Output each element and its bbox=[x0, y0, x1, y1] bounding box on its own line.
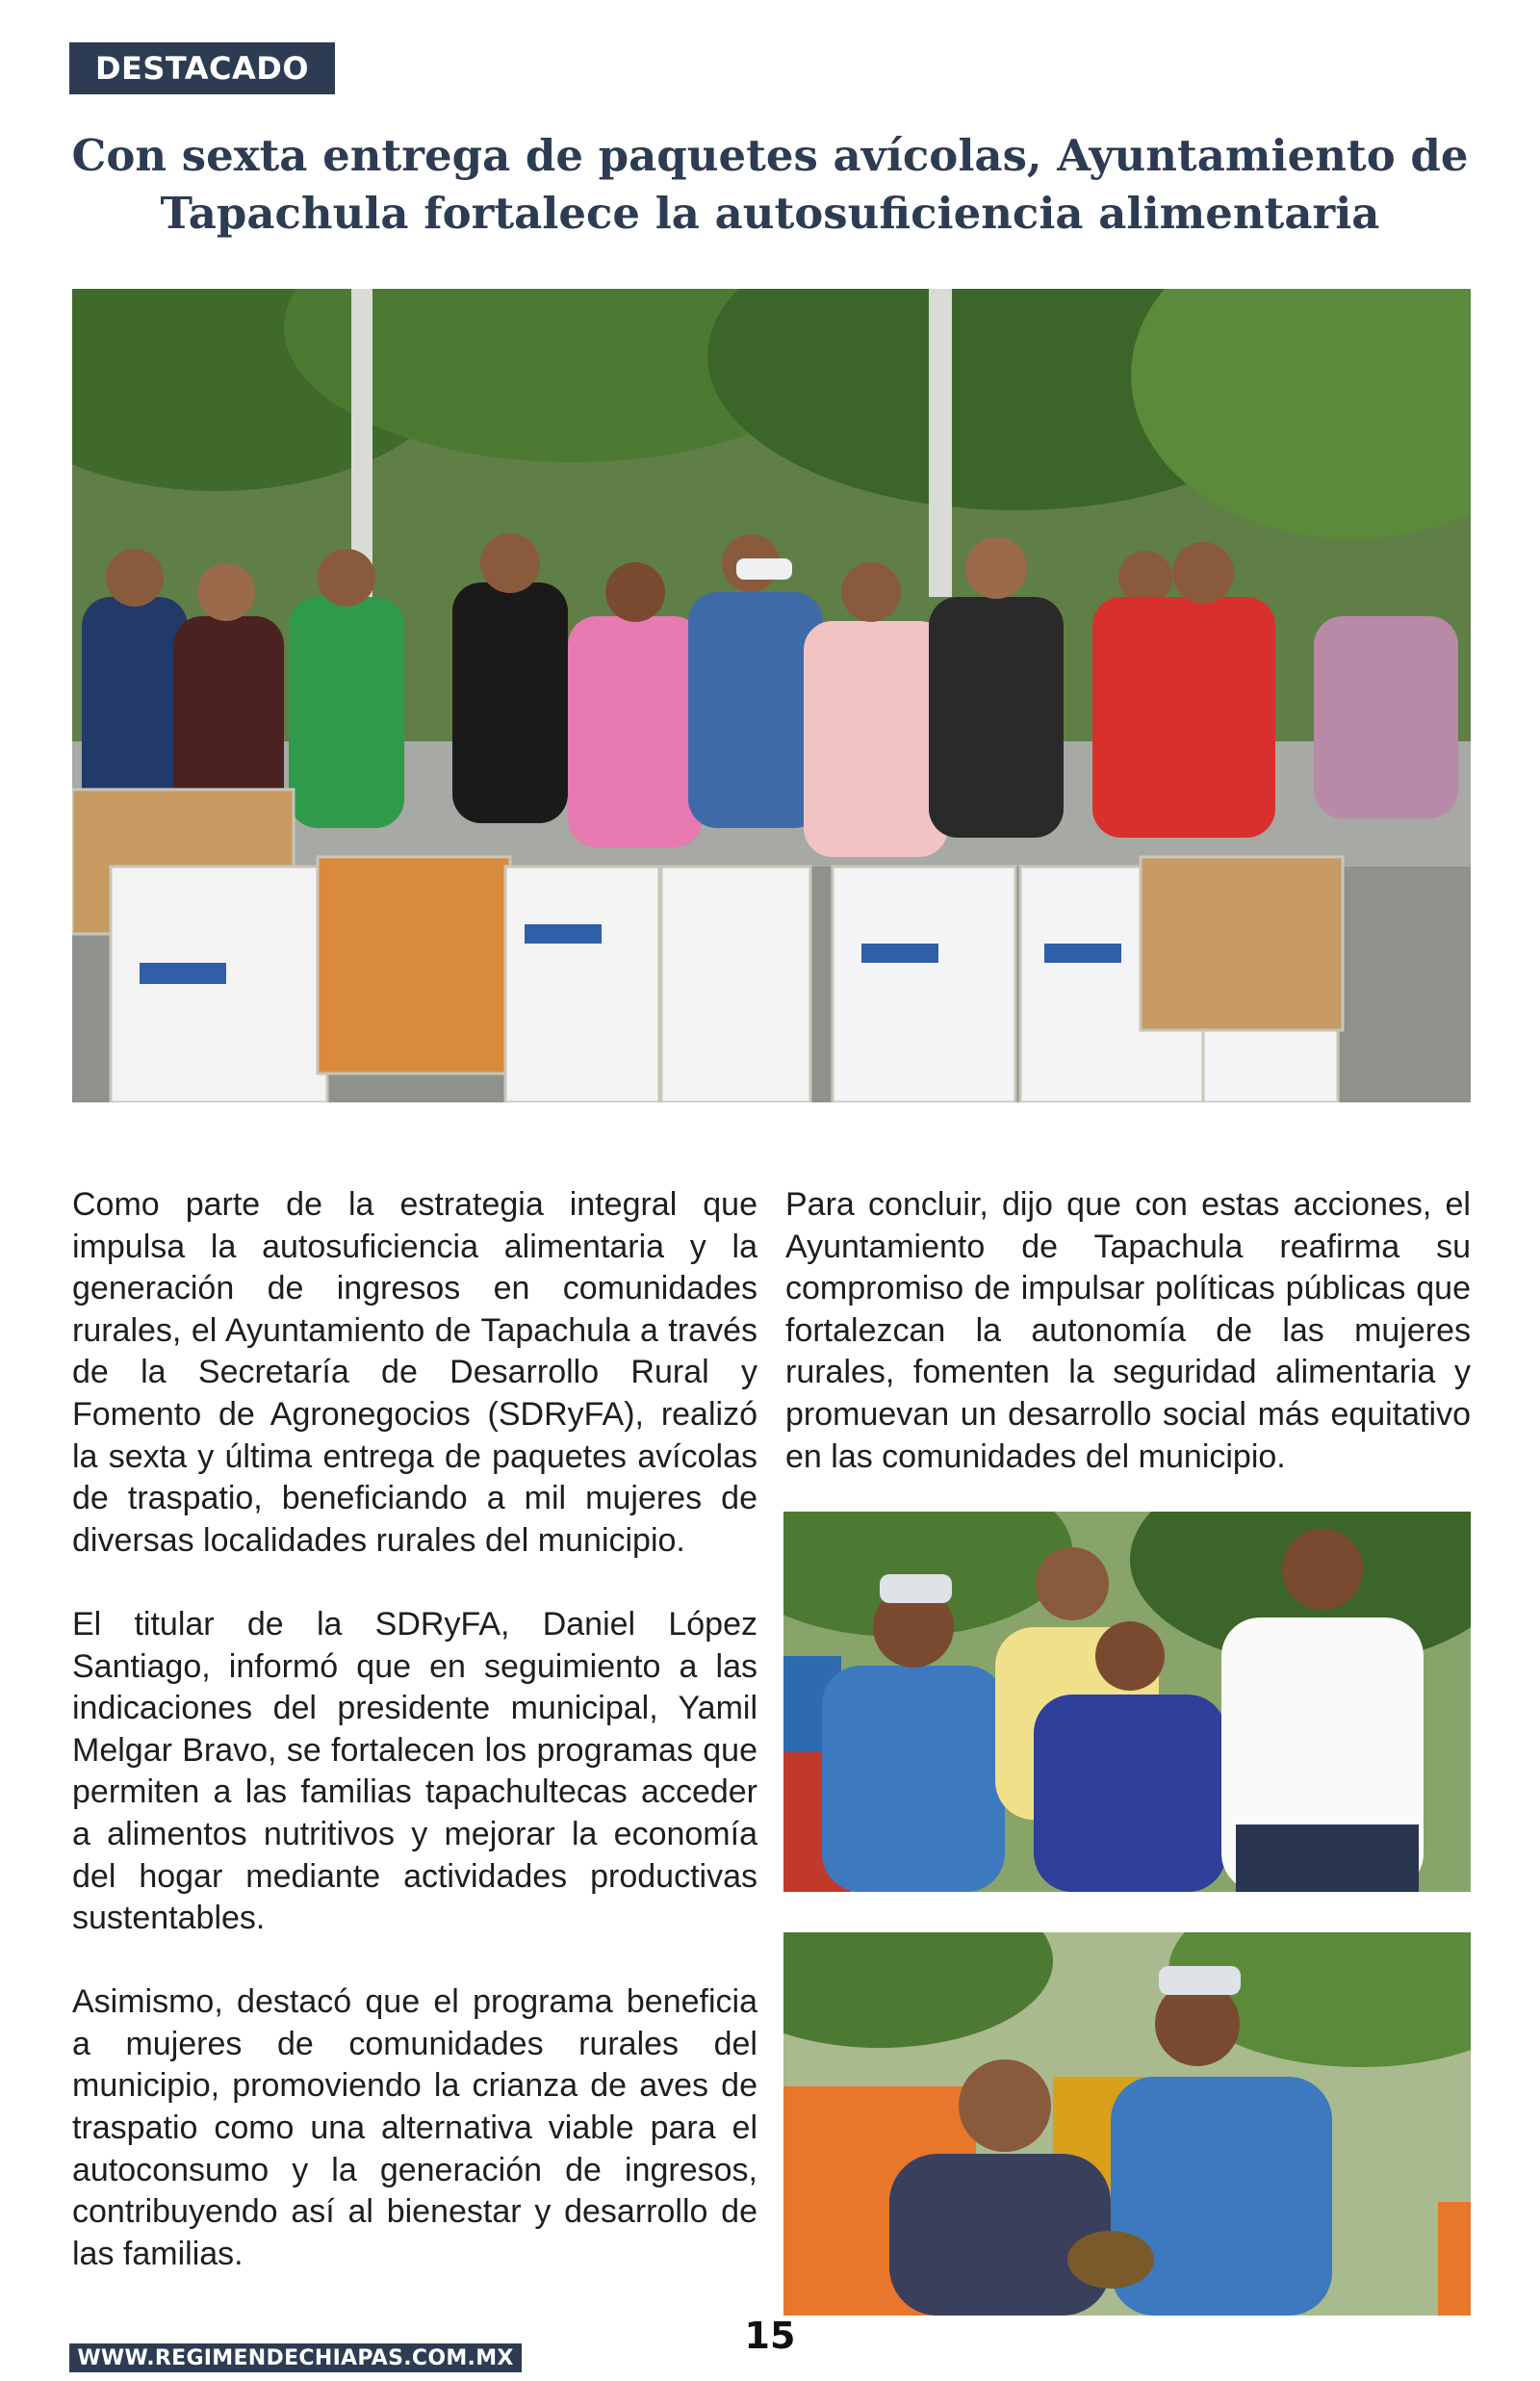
body-paragraph: Para concluir, dijo que con estas acciones, el Ayuntamiento de Tapachula reafirma su compromiso de impulsar políticas públicas que fortalezcan la autonomía de las mujeres rurales, fomenten la seguridad alimentaria y promuevan un desarrollo social más equitativo en las comunidades del municipio. bbox=[785, 1186, 1471, 1475]
officials-photo bbox=[783, 1512, 1471, 1892]
main-photo bbox=[72, 289, 1471, 1102]
section-badge: DESTACADO bbox=[69, 42, 335, 94]
beneficiary-photo bbox=[783, 1932, 1471, 2316]
body-paragraph: El titular de la SDRyFA, Daniel López Santiago, informó que en seguimiento a las indicaciones del presidente municipal, Yamil Melgar Bravo, se fortalecen los programas que permiten a las familias tapachultecas acceder a alimentos nutritivos y mejorar la economía del hogar mediante actividades productivas sustentables. bbox=[72, 1605, 757, 1937]
body-paragraph: Como parte de la estrategia integral que impulsa la autosuficiencia alimentaria y la generación de ingresos en comunidades rurales, el Ayuntamiento de Tapachula a través de la Secretaría de Desarrollo Rural y Fomento de Agronegocios (SDRyFA), realizó la sexta y última entrega de paquetes avícolas de traspatio, beneficiando a mil mujeres de diversas localidades rurales del municipio. bbox=[72, 1186, 757, 1559]
article-body-right bbox=[785, 1184, 1471, 1520]
page-number: 15 bbox=[744, 2315, 796, 2357]
article-body-left bbox=[72, 1184, 757, 2317]
body-paragraph: Asimismo, destacó que el programa beneficia a mujeres de comunidades rurales del municipio, promoviendo la crianza de aves de traspatio como una alternativa viable para el autoconsumo y la generación de ingresos, contribuyendo así al bienestar y desarrollo de las familias. bbox=[72, 1983, 757, 2272]
website-link[interactable]: WWW.REGIMENDECHIAPAS.COM.MX bbox=[69, 2343, 522, 2372]
article-headline: Con sexta entrega de paquetes avícolas, Ayuntamiento de Tapachula fortalece la autosuficiencia alimentaria bbox=[71, 130, 1469, 239]
